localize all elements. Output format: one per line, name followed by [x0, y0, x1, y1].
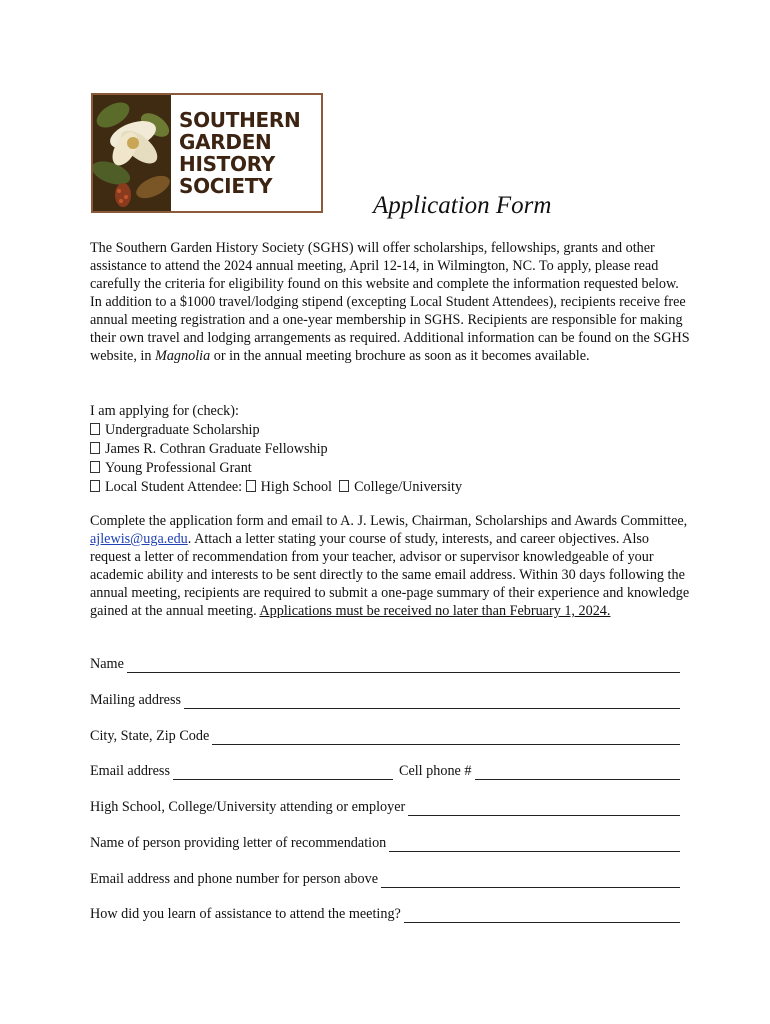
intro-text: The Southern Garden History Society (SGHS) will offer scholarships, fellowships, grants and other assistance to attend the 2024 annual meeting, April 12-14, in Wilmington, NC. To apply, please read carefully the criteria for eligibility found on this website and complete the information requested below. In addition to a $1000 travel/lodging stipend (excepting Local Student Attendees), recipients receive free annual meeting registration and a one-year membership in SGHS. Recipients are responsible for making their own travel and lodging arrangements as required. Additional information can be found on the SGHS website, in [90, 240, 690, 364]
option-label: James R. Cothran Graduate Fellowship [105, 441, 328, 457]
name-field [90, 655, 680, 673]
sghs-logo [91, 93, 323, 213]
logo-line: HISTORY [179, 152, 275, 176]
deadline-text: Applications must be received no later than February 1, 2024. [259, 603, 611, 619]
city-state-zip-field [90, 727, 680, 745]
city-state-zip-input-line[interactable] [212, 730, 680, 745]
learned-of-assistance-input-line[interactable] [404, 908, 680, 923]
option-label: College/University [354, 479, 463, 495]
option-label: Local Student Attendee: [105, 479, 243, 495]
field-label: Name [90, 656, 124, 672]
logo-line: SOCIETY [179, 174, 273, 198]
field-label: City, State, Zip Code [90, 728, 210, 744]
field-label: Email address and phone number for person above [90, 871, 378, 887]
logo-wordmark [171, 95, 321, 211]
option-label: Young Professional Grant [105, 460, 252, 476]
checkbox[interactable] [90, 442, 100, 454]
cell-phone-input-line[interactable] [475, 765, 681, 780]
recommender-contact-field [90, 870, 680, 888]
checkbox[interactable] [246, 480, 256, 492]
instructions-paragraph [90, 512, 690, 620]
form-title: Application Form [373, 192, 552, 219]
field-label: High School, College/University attending or employer [90, 799, 406, 815]
applying-heading: I am applying for (check): [90, 403, 239, 419]
option-label: High School [260, 479, 332, 495]
mailing-address-field [90, 691, 680, 709]
recommender-name-input-line[interactable] [389, 837, 680, 852]
applying-for-section [90, 402, 462, 497]
option-undergraduate [90, 421, 462, 440]
field-label: Email address [90, 763, 170, 779]
instructions-text-cont: . Attach a letter stating your course of study, interests, and career objectives. Also request a letter of recommendation from your teacher, advisor or supervisor knowledgeable of your academic ability and interests to be sent directly to the same email address. Within 30 days following the annual meeting, recipients are required to submit a one-page summary of their experience and knowledge gained at the annual meeting. [90, 531, 690, 619]
instructions-text: Complete the application form and email to A. J. Lewis, Chairman, Scholarships and Awards Committee, [90, 513, 688, 529]
field-label: Cell phone # [398, 763, 472, 779]
checkbox[interactable] [90, 461, 100, 473]
learned-of-assistance-field [90, 905, 680, 923]
intro-paragraph [90, 239, 690, 365]
logo-line: SOUTHERN [179, 108, 301, 132]
chairman-email-link[interactable]: ajlewis@uga.edu [90, 531, 188, 547]
option-local-student [90, 478, 462, 497]
option-young-professional [90, 459, 462, 478]
field-label: Name of person providing letter of recommendation [90, 835, 387, 851]
field-label: Mailing address [90, 692, 182, 708]
intro-text-end: or in the annual meeting brochure as soon as it becomes available. [210, 348, 590, 364]
option-label: Undergraduate Scholarship [105, 422, 260, 438]
checkbox[interactable] [90, 423, 100, 435]
field-label: How did you learn of assistance to attend the meeting? [90, 906, 401, 922]
mailing-address-input-line[interactable] [184, 694, 680, 709]
name-input-line[interactable] [127, 658, 680, 673]
email-input-line[interactable] [173, 765, 393, 780]
school-employer-input-line[interactable] [408, 801, 680, 816]
option-graduate-fellowship [90, 440, 462, 459]
magnolia-illustration [93, 95, 171, 211]
school-employer-field [90, 798, 680, 816]
recommender-contact-input-line[interactable] [381, 873, 680, 888]
magazine-title: Magnolia [155, 348, 211, 364]
checkbox[interactable] [90, 480, 100, 492]
checkbox[interactable] [339, 480, 349, 492]
email-cell-field [90, 762, 680, 780]
logo-line: GARDEN [179, 130, 272, 154]
recommender-name-field [90, 834, 680, 852]
